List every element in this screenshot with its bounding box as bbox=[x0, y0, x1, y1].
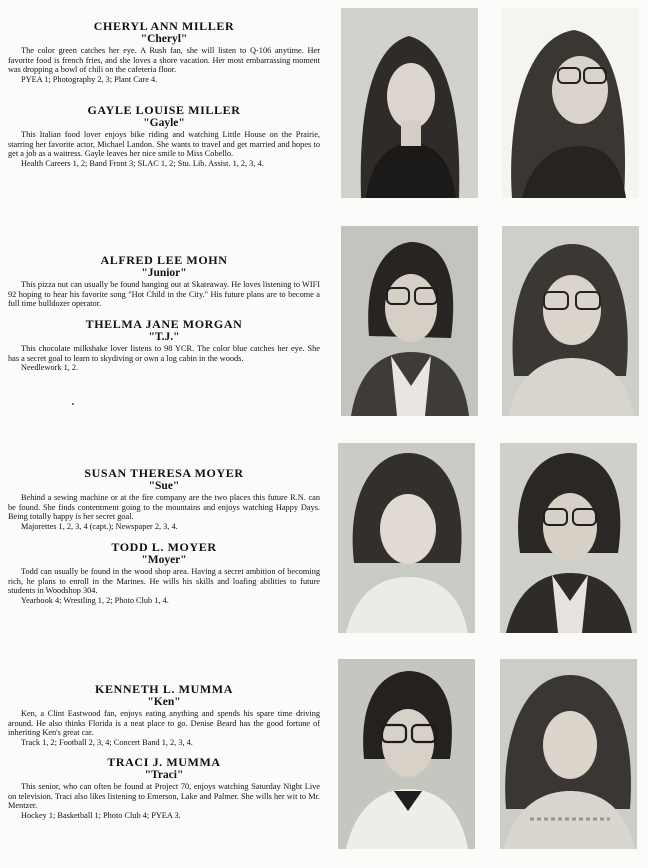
student-entry-thelma-morgan bbox=[8, 318, 320, 373]
student-name: CHERYL ANN MILLER bbox=[93, 19, 235, 33]
portrait-photo-thelma-morgan bbox=[502, 226, 639, 416]
portrait-photo-susan-moyer bbox=[338, 443, 475, 633]
student-activities: Track 1, 2; Football 2, 3, 4; Concert Band 1, 2, 3, 4. bbox=[21, 737, 193, 747]
student-name: GAYLE LOUISE MILLER bbox=[87, 103, 241, 117]
student-nickname: "Junior" bbox=[141, 267, 187, 279]
portrait-photo-gayle-miller bbox=[502, 8, 639, 198]
student-name: ALFRED LEE MOHN bbox=[100, 253, 228, 267]
student-activities: Health Careers 1, 2; Band Front 3; SLAC 1, 2; Stu. Lib. Assist. 1, 2, 3, 4. bbox=[21, 158, 264, 168]
portrait-photo-traci-mumma bbox=[500, 659, 637, 849]
student-entry-cheryl-miller bbox=[8, 20, 320, 84]
student-bio: Behind a sewing machine or at the fire company are the two places this future R.N. can be found. She finds contentment going to the mountains and enjoys watching Happy Days. Being totally happy is her secret goal. bbox=[8, 493, 320, 522]
student-nickname: "Moyer" bbox=[141, 554, 187, 566]
student-nickname: "Sue" bbox=[148, 480, 180, 492]
student-bio: This senior, who can often be found at Project 70, enjoys watching Saturday Night Live on television. Traci also likes listening to Emerson, Lake and Palmer. She wills her wit to Mr. Mentzer. bbox=[8, 782, 320, 811]
student-activities: Majorettes 1, 2, 3, 4 (capt.); Newspaper 2, 3, 4. bbox=[21, 521, 178, 531]
student-activities: PYEA 1; Photography 2, 3; Plant Care 4. bbox=[21, 74, 158, 84]
student-bio: This Italian food lover enjoys bike riding and watching Little House on the Prairie, starring her favorite actor, Michael Landon. She wants to travel and get married and hopes to get a job as a waitress. Gayle leaves her nice smile to Miss Cobello. bbox=[8, 130, 320, 159]
student-entry-susan-moyer bbox=[8, 467, 320, 531]
portrait-photo-todd-moyer bbox=[500, 443, 637, 633]
student-nickname: "T.J." bbox=[148, 331, 180, 343]
student-name: TRACI J. MUMMA bbox=[107, 755, 221, 769]
student-entry-gayle-miller bbox=[8, 104, 320, 168]
student-bio: The color green catches her eye. A Rush fan, she will listen to Q-106 anytime. Her favorite food is french fries, and she loves a shore vacation. Her most embarrassing moment was dropping a bowl of chili on the cafeteria floor. bbox=[8, 46, 320, 75]
student-entry-kenneth-mumma bbox=[8, 683, 320, 747]
student-name: THELMA JANE MORGAN bbox=[85, 317, 243, 331]
student-name: TODD L. MOYER bbox=[111, 540, 217, 554]
portrait-photo-alfred-mohn bbox=[341, 226, 478, 416]
student-name: SUSAN THERESA MOYER bbox=[84, 466, 244, 480]
student-bio: Ken, a Clint Eastwood fan, enjoys eating anything and spends his spare time driving around. He also thinks Florida is a neat place to go. Denise Beard has the good fortune of inheriting Ken's great car. bbox=[8, 709, 320, 738]
student-entry-alfred-mohn bbox=[8, 254, 320, 309]
student-activities: Needlework 1, 2. bbox=[21, 363, 79, 373]
student-bio: This chocolate milkshake lover listens to 98 YCR. The color blue catches her eye. She has a secret goal to learn to skydiving or own a log cabin in the woods. bbox=[8, 344, 320, 363]
portrait-photo-kenneth-mumma bbox=[338, 659, 475, 849]
student-activities: Hockey 1; Basketball 1; Photo Club 4; PYEA 3. bbox=[21, 810, 181, 820]
student-entry-todd-moyer bbox=[8, 541, 320, 605]
student-entry-traci-mumma bbox=[8, 756, 320, 820]
student-activities: Yearbook 4; Wrestling 1, 2; Photo Club 1, 4. bbox=[21, 595, 169, 605]
student-bio: This pizza nut can usually be found hanging out at Skateaway. He loves listening to WIFI 92 hoping to hear his favorite song "Hot Child in the City." His future plans are to become a full time bulldozer operator. bbox=[8, 280, 320, 309]
portrait-photo-cheryl-miller bbox=[341, 8, 478, 198]
student-nickname: "Cheryl" bbox=[140, 33, 188, 45]
student-name: KENNETH L. MUMMA bbox=[95, 682, 233, 696]
student-nickname: "Ken" bbox=[147, 696, 181, 708]
ink-speck bbox=[72, 403, 74, 405]
student-nickname: "Traci" bbox=[144, 769, 184, 781]
student-bio: Todd can usually be found in the wood shop area. Having a secret ambition of becoming rich, he plans to enroll in the Marines. He wills his skills and loafing abilities to future students in Woodshop 304. bbox=[8, 567, 320, 596]
student-nickname: "Gayle" bbox=[143, 117, 185, 129]
